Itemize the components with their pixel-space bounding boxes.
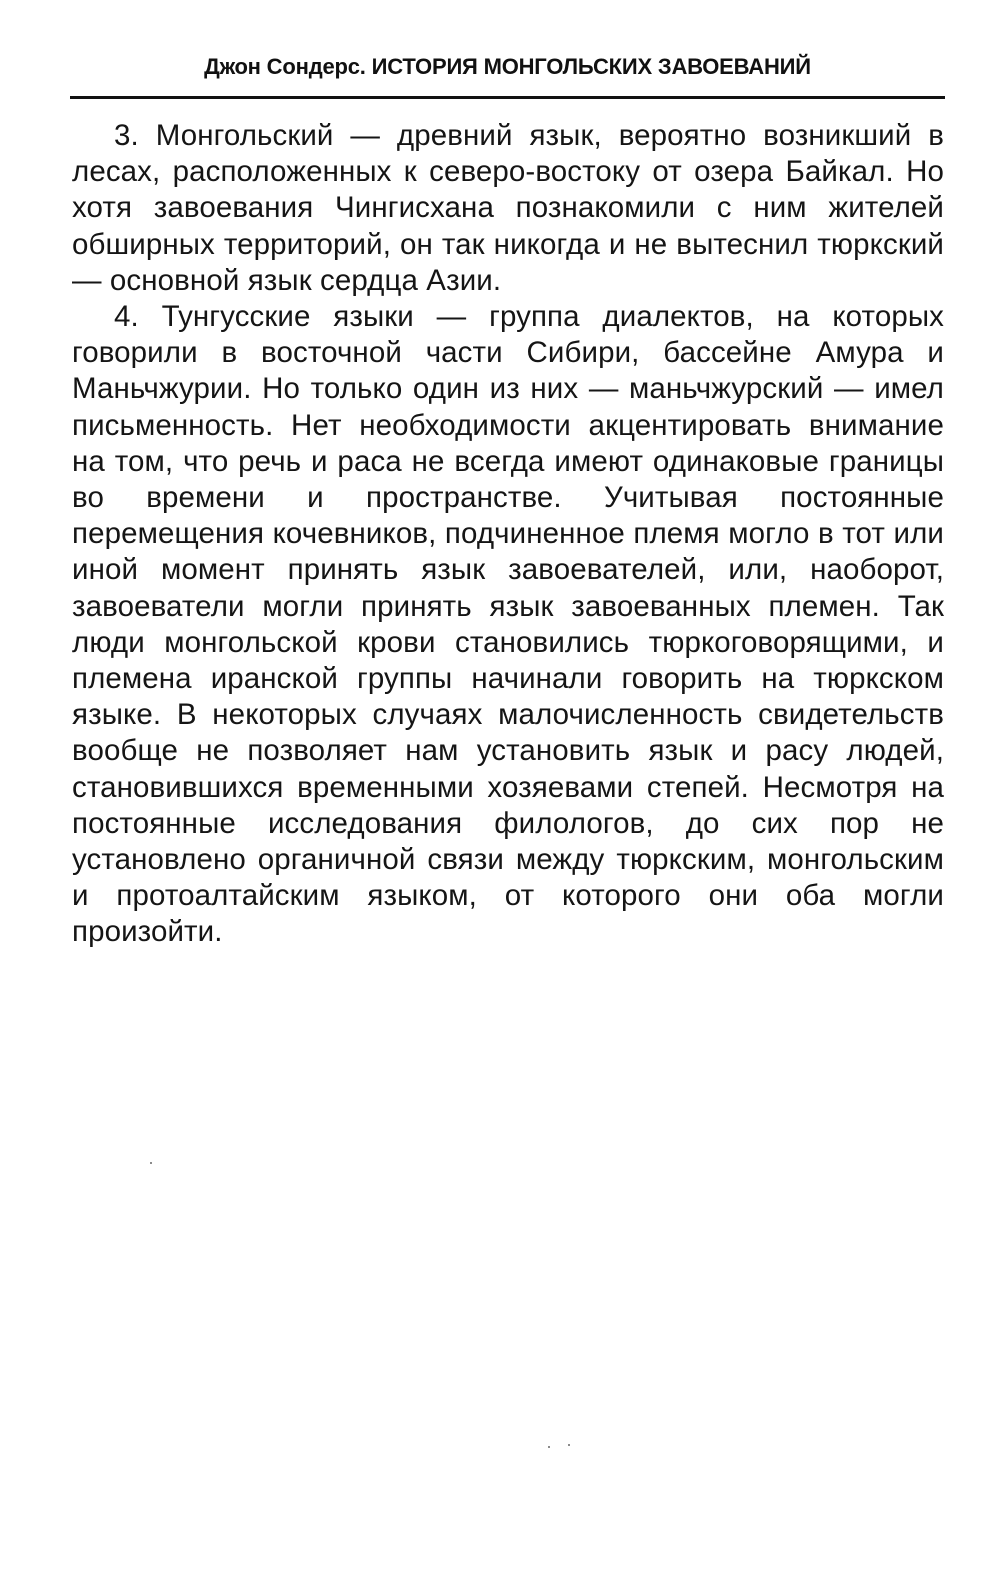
header-divider xyxy=(70,96,945,99)
header-book-title: ИСТОРИЯ МОНГОЛЬСКИХ ЗАВОЕВАНИЙ xyxy=(371,54,811,79)
header-author: Джон Сондерс. xyxy=(204,54,366,79)
paragraph-note-4: 4. Тунгусские языки — группа диалектов, на которых говорили в восточной части Сибири, бассейне Амура и Маньчжурии. Но только один из них — маньчжурский — имел письменность. Нет необходимости акцентировать внимание на том, что речь и раса не всегда имеют одинаковые границы во времени и пространстве. Учитывая постоянные перемещения кочевников, подчиненное племя могло в тот или иной момент принять язык завоевателей, или, наоборот, завоеватели могли принять язык завоеванных племен. Так люди монгольской крови становились тюркоговорящими, и племена иранской группы начинали говорить на тюркском языке. В некоторых случаях малочисленность свидетельств вообще не позволяет нам установить язык и расу людей, становившихся временными хозяевами степей. Несмотря на постоянные исследования филологов, до сих пор не установлено органичной связи между тюркским, монгольским и протоалтайским языком, от которого они оба могли произойти. xyxy=(72,300,944,949)
running-header xyxy=(70,54,945,80)
scan-speck xyxy=(568,1444,570,1446)
paragraph-note-3: 3. Монгольский — древний язык, вероятно возникший в лесах, расположенных к северо-востоку от озера Байкал. Но хотя завоевания Чингисхана познакомили с ним жителей обширных территорий, он так никогда и не вытеснил тюркский — основной язык сердца Азии. xyxy=(72,119,944,297)
scan-speck xyxy=(150,1162,152,1164)
body-text xyxy=(72,118,944,951)
scan-speck xyxy=(548,1446,550,1448)
